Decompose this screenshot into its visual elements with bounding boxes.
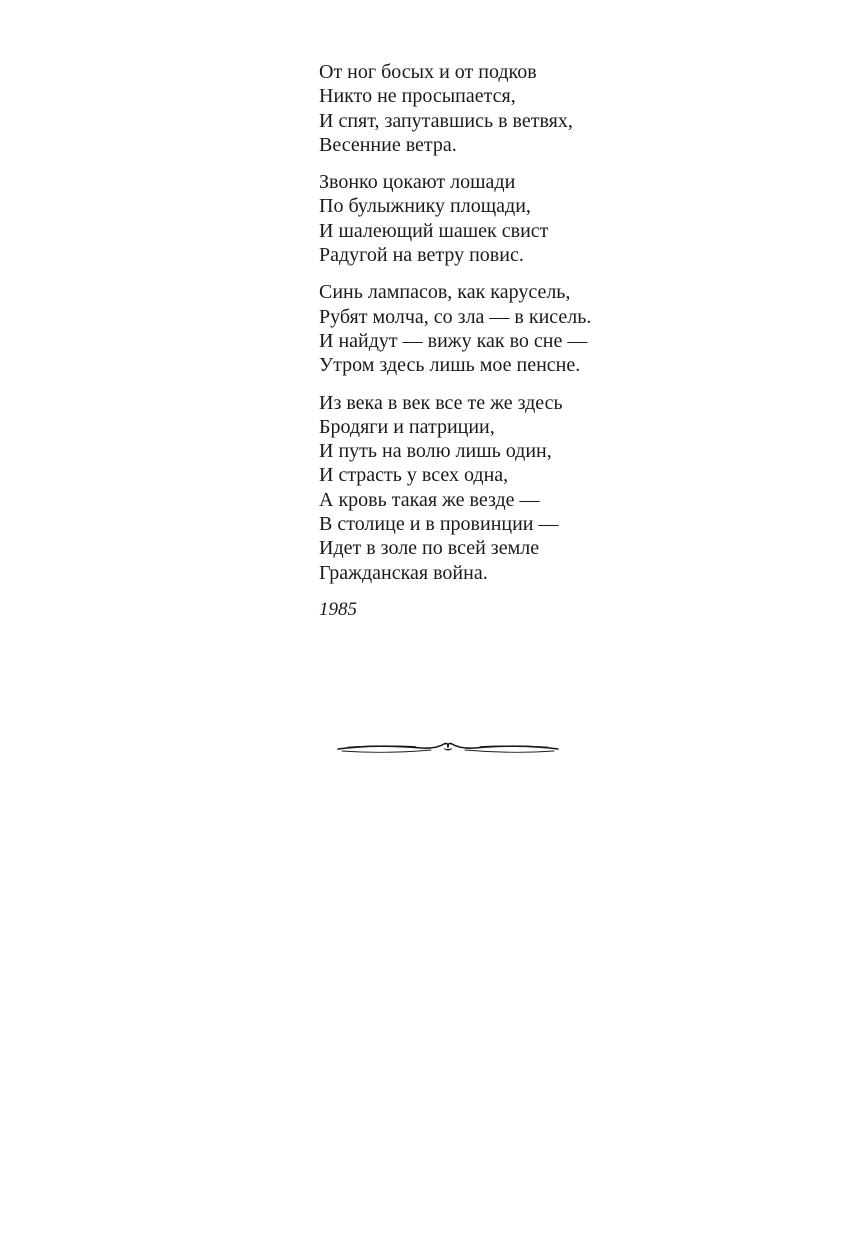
poem [319, 60, 739, 622]
poem-line: Весенние ветра. [319, 133, 457, 156]
poem-line: И шалеющий шашек свист [319, 219, 549, 242]
poem-line: От ног босых и от подков [319, 61, 537, 83]
poem-line: И путь на волю лишь один, [319, 440, 552, 463]
poem-year: 1985 [319, 598, 357, 620]
stanza-1 [319, 60, 739, 157]
poem-line: А кровь такая же везде — [319, 488, 540, 511]
poem-line: И страсть у всех одна, [319, 464, 509, 487]
poem-line: По булыжнику площади, [319, 195, 531, 218]
poem-line: Радугой на ветру повис. [319, 244, 524, 267]
poem-line: Утром здесь лишь мое пенсне. [319, 354, 581, 377]
poem-line: Звонко цокают лошади [319, 171, 516, 194]
poem-line: И найдут — вижу как во сне — [319, 329, 588, 352]
poem-line: В столице и в провинции — [319, 513, 559, 536]
stanza-4 [319, 391, 739, 585]
poem-line: Идет в золе по всей земле [319, 537, 540, 560]
flourish-divider-icon [336, 736, 560, 762]
poem-line: Гражданская война. [319, 561, 488, 584]
poem-line: Из века в век все те же здесь [319, 391, 563, 414]
poem-line: Синь лампасов, как карусель, [319, 281, 571, 304]
poem-line: Никто не просыпается, [319, 85, 516, 108]
poem-line: Рубят молча, со зла — в кисель. [319, 305, 592, 328]
poem-line: Бродяги и патриции, [319, 415, 495, 438]
stanza-2 [319, 170, 739, 267]
stanza-3 [319, 280, 739, 377]
poem-line: И спят, запутавшись в ветвях, [319, 109, 573, 132]
